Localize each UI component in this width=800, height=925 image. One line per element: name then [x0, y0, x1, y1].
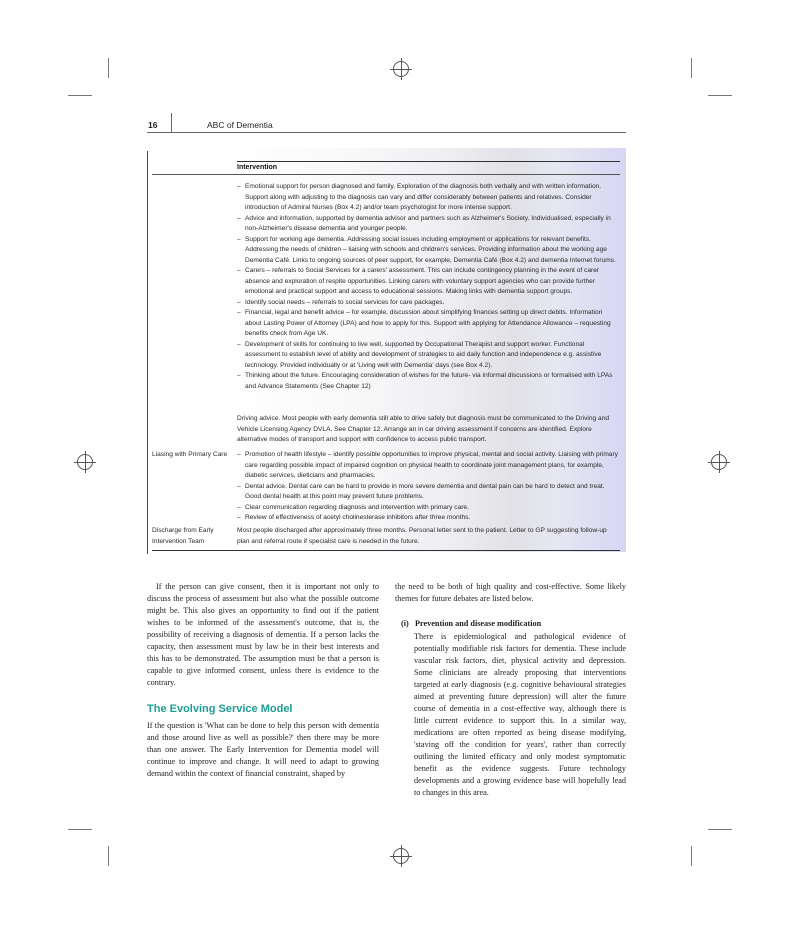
list-item: – Advice and information, supported by dementia advisor and partners such as Alzheimer's Society. Individualised, especially in non-Alzheimer's disease dementia and younger people.	[237, 214, 620, 235]
body-paragraph: the need to be both of high quality and cost-effective. Some likely themes for future debates are listed below.	[395, 582, 626, 603]
list-item: – Development of skills for continuing to live well, supported by Occupational Therapist and support worker. Functional assessment to establish level of ability and development of strategies to aid daily function and independence e.g. assistive technology. Provided individually or at 'Living well with Dementia' days (see Box 4.2).	[237, 340, 620, 372]
registration-mark-icon	[393, 848, 409, 864]
crop-mark	[68, 829, 92, 830]
subsection-title: Prevention and disease modification	[415, 619, 542, 628]
list-item: – Financial, legal and benefit advice – for example, discussion about simplifying finances setting up direct debits. Information about Lasting Power of Attorney (LPA) and how to apply for this. Support with applying for Attendance Allowance – requesting benefits check from Age UK.	[237, 308, 620, 340]
list-item: – Identify social needs – referrals to social services for care packages.	[237, 298, 620, 309]
liaising-list	[237, 450, 620, 524]
intervention-table	[147, 148, 626, 558]
registration-mark-icon	[77, 454, 93, 470]
body-paragraph: If the question is 'What can be done to help this person with dementia and those around live as well as possible?' then there may be more than one answer. The Early Intervention for Dementia model will continue to improve and change. It will need to adapt to growing demand within the context of financial constraint, shaped by	[147, 721, 379, 778]
list-item: – Support for working age dementia. Addressing social issues including employment or applications for relevant benefits. Addressing the needs of children – liaising with schools and children's services. Providing information about the working age Dementia Café. Links to ongoing sources of peer support, for example, Dementia Café (Box 4.2) and dementia Internet forums.	[237, 235, 620, 267]
table-header-rule	[152, 174, 620, 175]
table-left-rule	[147, 151, 148, 554]
row-label-liaising: Liasing with Primary Care	[152, 451, 228, 458]
crop-mark	[708, 95, 732, 96]
page-number: 16	[148, 120, 158, 130]
subsection-heading	[401, 619, 541, 628]
discharge-text: Most people discharged after approximately three months. Personal letter sent to the patient. Letter to GP suggesting follow-up plan and referral route if specialist care is needed in the future.	[237, 527, 607, 545]
list-item: – Emotional support for person diagnosed and family. Exploration of the diagnosis both verbally and with written information. Support along with adjusting to the diagnosis can vary and differ considerably between patients and relatives. Consider introduction of Admiral Nurses (Box 4.2) and/or team psychologist for more intense support.	[237, 182, 620, 214]
list-item: – Clear communication regarding diagnosis and intervention with primary care.	[237, 503, 620, 514]
subsection-number: (i)	[401, 619, 409, 628]
running-head	[147, 118, 626, 133]
list-item: – Promotion of health lifestyle – identify possible opportunities to improve physical, mental and social activity. Liaising with primary care regarding possible impact of impaired cognition on physical health to coordinate joint management plans, for example, diabetic services, dieticians and pharmacies.	[237, 450, 620, 482]
body-paragraph: There is epidemiological and pathological evidence of potentially modifiable risk factors for dementia. These include vascular risk factors, diet, physical activity and depression. Some clinicians are already proposing that interventions targeted at early diagnosis (e.g. cognitive behavioural strategies aimed at preventing future depression) will alter the future course of dementia in a cost-effective way, although there is little current evidence to support this. In a similar way, medications are often reported as being disease modifying, 'staving off the condition for years', rather than correctly outlining the limited efficacy and only modest symptomatic benefit as the evidence suggests. Future technology developments and a growing evidence base will hopefully lead to changes in this area.	[414, 632, 626, 797]
table-bottom-rule	[152, 550, 620, 551]
crop-mark	[691, 58, 692, 78]
crop-mark	[708, 829, 732, 830]
crop-mark	[108, 846, 109, 866]
crop-mark	[68, 95, 92, 96]
row-label-discharge: Discharge from Early Intervention Team	[152, 527, 214, 545]
list-item: – Carers – referrals to Social Services for a carers' assessment. This can include contingency planning in the event of carer absence and exploration of respite opportunities. Linking carers with voluntary support agencies who can provide further emotional and practical support and access to educational sessions. Making links with dementia support groups.	[237, 266, 620, 298]
crop-mark	[108, 58, 109, 78]
running-title: ABC of Dementia	[207, 120, 273, 130]
table-top-rule	[237, 161, 620, 162]
list-item: – Dental advice. Dental care can be hard to provide in more severe dementia and dental pain can be hard to detect and treat. Good dental health at this point may prevent future problems.	[237, 482, 620, 503]
crop-mark	[691, 846, 692, 866]
body-paragraph: If the person can give consent, then it is important not only to discuss the process of assessment but also what the possible outcome might be. This also gives an opportunity to find out if the patient wishes to be informed of the assessment's outcome, that is, the possibility of receiving a diagnosis of dementia. If a person lacks the capacity, then assessment must by law be in their best interests and this has to be demonstrated. The assumption must be that a person is capable to give informed consent, unless there is evidence to the contrary.	[147, 582, 379, 687]
intervention-list	[237, 182, 620, 392]
list-item: – Review of effectiveness of acetyl cholinesterase inhibitors after three months.	[237, 513, 620, 524]
registration-mark-icon	[393, 61, 409, 77]
table-column-header: Intervention	[237, 164, 278, 171]
section-heading: The Evolving Service Model	[147, 703, 293, 715]
driving-advice: Driving advice. Most people with early dementia still able to drive safely but diagnosis must be communicated to the Driving and Vehicle Licensing Agency DVLA. See Chapter 12. Arrange an in car driving assessment if concerns are identified. Explore alternative modes of transport and support with confidence to access public transport.	[237, 415, 609, 443]
header-divider	[171, 113, 172, 133]
list-item: – Thinking about the future. Encouraging consideration of wishes for the future- via informal discussions or formalised with LPAs and Advance Statements (See Chapter 12)	[237, 371, 620, 392]
registration-mark-icon	[711, 454, 727, 470]
